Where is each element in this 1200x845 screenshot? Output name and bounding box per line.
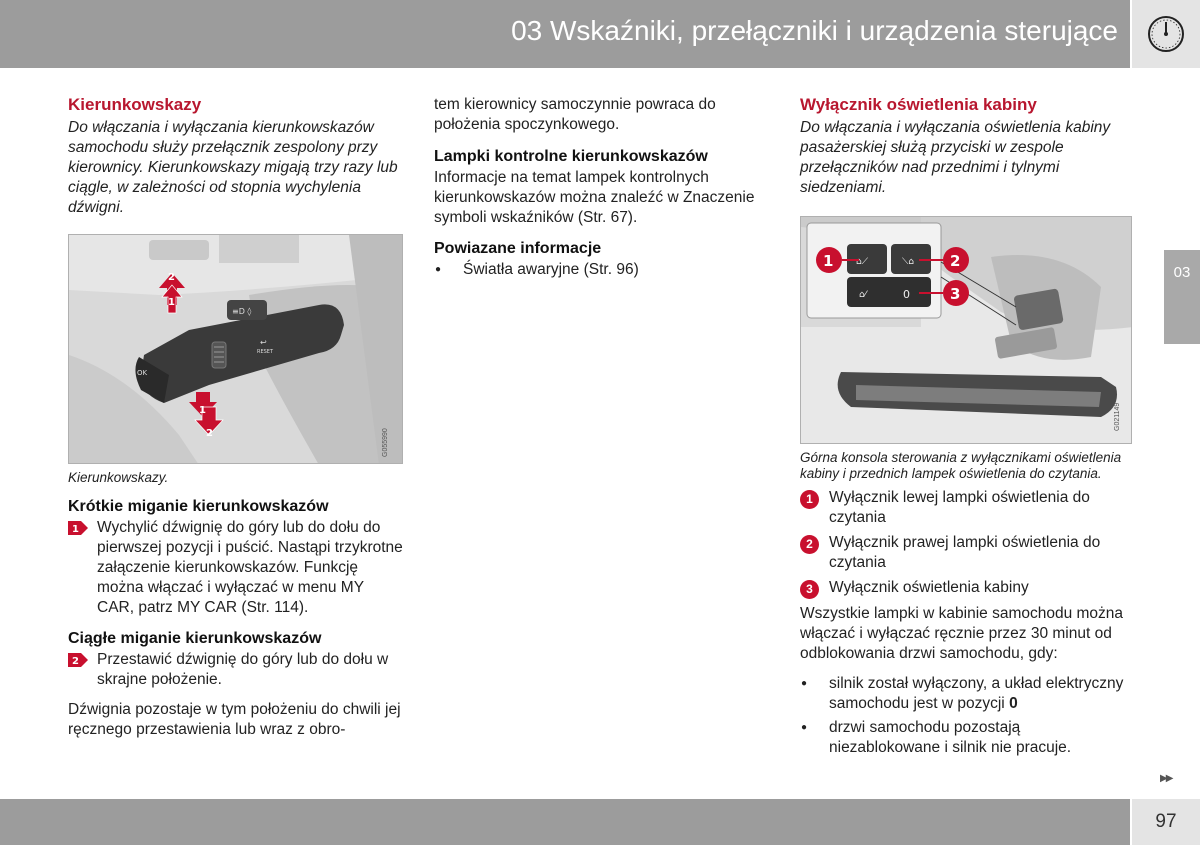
related-link-hazard-lights[interactable]: ● Światła awaryjne (Str. 96): [434, 260, 764, 280]
condition-bullet: [800, 674, 1132, 714]
step-2-marker-icon: [68, 653, 88, 667]
chapter-title: 03 Wskaźniki, przełączniki i urządzenia sterujące: [511, 15, 1118, 46]
reset-label: RESET: [257, 349, 274, 355]
condition-text: silnik został wyłączony, a układ elektryczny samochodu jest w pozycji: [829, 675, 1124, 712]
figure-code-2: G021149: [1114, 402, 1121, 431]
number-badge: 1: [800, 490, 819, 509]
svg-text:2: 2: [72, 656, 79, 667]
condition-bold: 0: [1009, 695, 1018, 712]
condition-bullet: [800, 718, 1132, 758]
turn-signal-lever-illustration: [69, 235, 403, 464]
section-heading-cabin-light: Wyłącznik oświetlenia kabiny: [800, 95, 1037, 114]
speedometer-icon: [1146, 14, 1186, 54]
number-badge: 2: [800, 535, 819, 554]
number-badge: 3: [800, 580, 819, 599]
page-number: 97: [1155, 811, 1177, 832]
figure-code: G055990: [382, 428, 389, 457]
continuous-flash-text: Przestawić dźwignię do góry lub do dołu w skrajne położenie.: [97, 651, 389, 688]
svg-text:⌂⁄: ⌂⁄: [859, 290, 867, 300]
arrow-label-up-1: 1: [168, 297, 175, 308]
double-arrow-right-icon: ▶▶: [1160, 773, 1172, 784]
arrow-label-down-1: 1: [199, 405, 206, 416]
step-1-marker-icon: [68, 521, 88, 535]
callout-1: 1: [823, 252, 834, 270]
ok-label: OK: [137, 369, 148, 377]
overhead-console-illustration: [801, 217, 1132, 444]
turn-signal-figure: [68, 234, 403, 464]
short-flash-heading: Krótkie miganie kierunkowskazów: [68, 498, 329, 515]
turn-signals-caption: Kierunkowskazy.: [68, 470, 169, 485]
turn-signals-intro: Do włączania i wyłączania kierunkowskazów samochodu służy przełącznik zespolony przy kierownicy. Kierunkowskazy migają trzy razy lub ciągle, w zależności od stopnia wychylenia dźwigni.: [68, 119, 398, 216]
short-flash-step: [68, 518, 403, 618]
arrow-label-up-2: 2: [168, 272, 175, 283]
list-item: [800, 533, 1132, 573]
lever-return-continued: tem kierownicy samoczynnie powraca do położenia spoczynkowego.: [434, 96, 716, 133]
list-item: [800, 488, 1132, 528]
off-label: 0: [903, 288, 910, 301]
short-flash-text: Wychylić dźwignię do góry lub do dołu do pierwszej pozycji i puścić. Nastąpi trzykrotne załączenie kierunkowskazów. Funkcję można włączać i wyłączać w menu MY CAR, patrz MY CAR (Str. 114).: [97, 519, 403, 616]
indicator-lamps-heading: Lampki kontrolne kierunkowskazów: [434, 148, 708, 165]
column-middle: [434, 95, 764, 280]
list-item: [800, 578, 1132, 598]
indicator-lamps-text: Informacje na temat lampek kontrolnych kierunkowskazów można znaleźć w Znaczenie symboli wskaźników (Str. 67).: [434, 169, 755, 226]
cabin-light-paragraph: Wszystkie lampki w kabinie samochodu można włączać i wyłączać ręcznie przez 30 minut od odblokowania drzwi samochodu, gdy:: [800, 605, 1124, 662]
section-heading-turn-signals: Kierunkowskazy: [68, 95, 202, 114]
lever-return-paragraph: Dźwignia pozostaje w tym położeniu do chwili jej ręcznego przestawienia lub wraz z obro-: [68, 701, 401, 738]
chapter-side-tab: [1164, 250, 1200, 344]
arrow-label-down-2: 2: [206, 428, 213, 439]
page-header: [0, 0, 1130, 68]
svg-text:1: 1: [72, 524, 79, 535]
callout-2: 2: [950, 252, 961, 270]
svg-text:↩: ↩: [260, 338, 267, 347]
related-info-heading: Powiazane informacje: [434, 240, 602, 257]
column-left: [68, 95, 403, 740]
header-icon-box: [1132, 0, 1200, 68]
page-footer: [0, 799, 1130, 845]
column-right: [800, 95, 1132, 758]
list-item-text: Wyłącznik prawej lampki oświetlenia do czytania: [829, 534, 1101, 571]
condition-text: drzwi samochodu pozostają niezablokowane i silnik nie pracuje.: [829, 719, 1072, 756]
callout-3: 3: [950, 285, 961, 303]
svg-text:≡D ◊: ≡D ◊: [232, 307, 252, 316]
overhead-console-figure: [800, 216, 1132, 444]
switch-list: [800, 488, 1132, 598]
list-item-text: Wyłącznik lewej lampki oświetlenia do czytania: [829, 489, 1090, 526]
continuous-flash-step: [68, 650, 403, 690]
overhead-console-caption: Górna konsola sterowania z wyłącznikami oświetlenia kabiny i przednich lampek oświetlenia do czytania.: [800, 450, 1122, 481]
chapter-tab-label: 03: [1173, 264, 1191, 281]
cabin-light-intro: Do włączania i wyłączania oświetlenia kabiny pasażerskiej służą przyciski w zespole przełączników nad przednimi i tylnymi siedzeniami.: [800, 119, 1111, 196]
list-item-text: Wyłącznik oświetlenia kabiny: [829, 579, 1029, 596]
page-number-box: [1132, 799, 1200, 845]
svg-text:⟍⌂: ⟍⌂: [902, 257, 915, 267]
svg-text:⌂⟋: ⌂⟋: [856, 257, 869, 267]
continuous-flash-heading: Ciągłe miganie kierunkowskazów: [68, 630, 322, 647]
